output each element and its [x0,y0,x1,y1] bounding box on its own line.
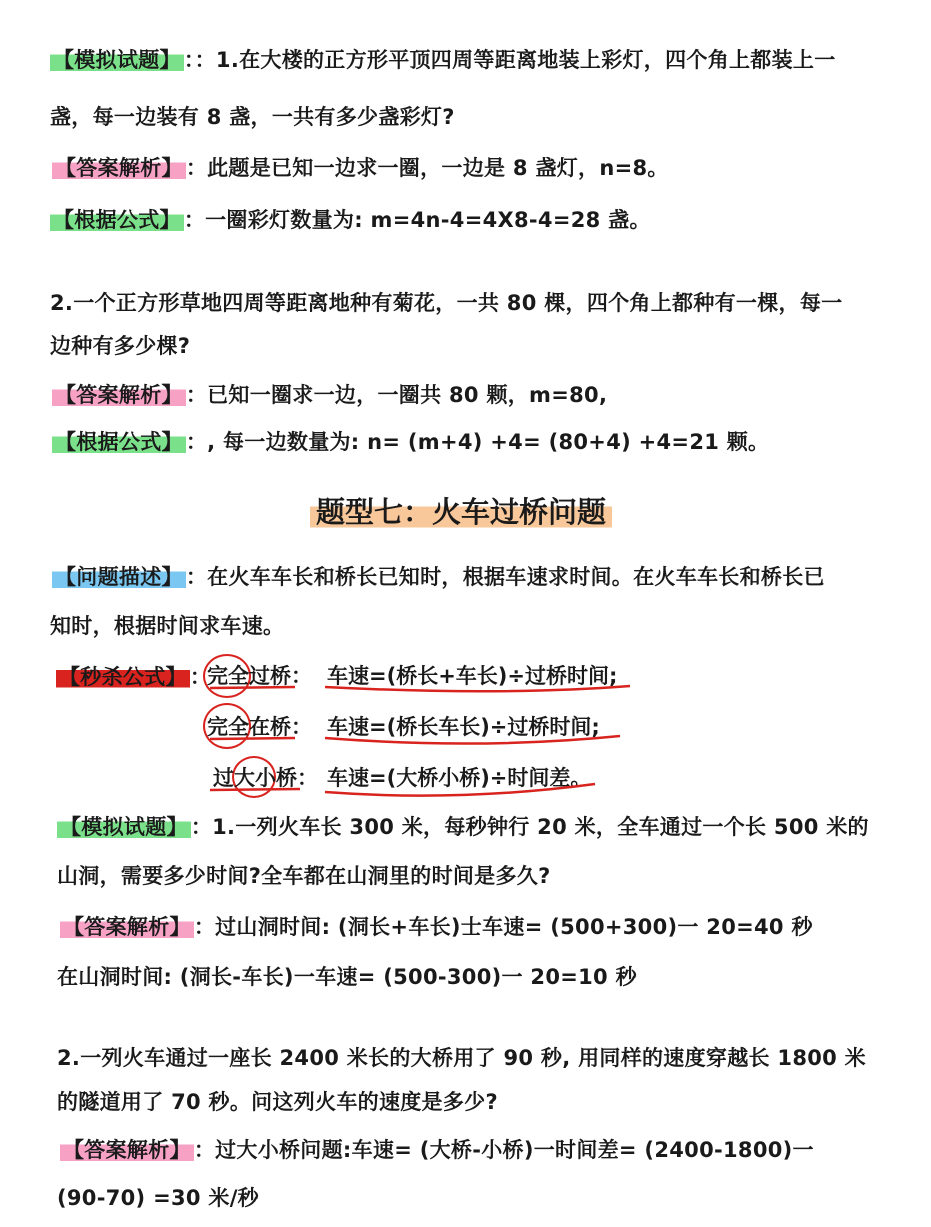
formula-row-label-2: 完全在桥： [207,715,312,739]
question-1-line-1: ：：1.在大楼的正方形平顶四周等距离地装上彩灯，四个角上都装上一 [183,48,836,72]
formula-2 [52,426,769,456]
question-4-line-1: 2.一列火车通过一座长 2400 米长的大桥用了 90 秒, 用同样的速度穿越长 1800 米 [57,1046,866,1070]
description-line-1: ：在火车车长和桥长已知时，根据车速求时间。在火车车长和桥长已 [185,565,825,589]
tag-quick-formula: 【秒杀公式】 [56,661,190,691]
answer-4 [60,1134,814,1164]
formula-row-label-3: 过大小桥： [213,766,318,790]
formula-2-text: ：, 每一边数量为: n= (m+4) +4= (80+4) +4=21 颗。 [185,430,770,454]
tag-answer: 【答案解析】 [60,911,194,941]
tag-answer: 【答案解析】 [60,1134,194,1164]
answer-1 [52,152,669,182]
tag-description: 【问题描述】 [52,561,186,591]
question-2-line-2: 边种有多少棵? [50,334,191,358]
formula-row-body-2: 车速=(桥长车长)÷过桥时间; [327,715,600,739]
question-3-line-1: ：1.一列火车长 300 米，每秒钟行 20 米，全车通过一个长 500 米的 [190,815,869,839]
tag-mock-exam: 【模拟试题】 [50,44,184,74]
answer-2-text: ：已知一圈求一边，一圈共 80 颗，m=80, [185,383,608,407]
description-line-2: 知时，根据时间求车速。 [50,614,285,638]
answer-3 [60,911,813,941]
answer-4-line-1: ：过大小桥问题:车速= (大桥-小桥)一时间差= (2400-1800)一 [193,1138,814,1162]
formula-colon: ： [189,665,212,689]
tag-answer: 【答案解析】 [52,152,186,182]
answer-2 [52,379,607,409]
tag-formula: 【根据公式】 [52,426,186,456]
problem-description [52,561,825,591]
answer-3-line-2: 在山洞时间: (洞长-车长)一车速= (500-300)一 20=10 秒 [57,965,637,989]
question-4-line-2: 的隧道用了 70 秒。问这列火车的速度是多少? [57,1090,498,1114]
tag-formula: 【根据公式】 [50,204,184,234]
formula-row-body-3: 车速=(大桥小桥)÷时间差。 [327,766,592,790]
formula-1-text: ：一圈彩灯数量为: m=4n-4=4X8-4=28 盏。 [183,208,651,232]
question-3 [57,811,869,841]
tag-mock-exam: 【模拟试题】 [57,811,191,841]
tag-answer: 【答案解析】 [52,379,186,409]
quick-formula-header [56,661,211,691]
question-2-line-1: 2.一个正方形草地四周等距离地种有菊花，一共 80 棵，四个角上都种有一棵，每一 [50,291,843,315]
formula-1 [50,204,651,234]
answer-3-line-1: ：过山洞时间: (洞长+车长)士车速= (500+300)一 20=40 秒 [193,915,813,939]
answer-4-line-2: (90-70) =30 米/秒 [57,1186,259,1210]
question-3-line-2: 山洞，需要多少时间?全车都在山洞里的时间是多久? [57,864,551,888]
formula-row-body-1: 车速=(桥长+车长)÷过桥时间; [327,664,618,688]
question-1-line-2: 盏，每一边装有 8 盏，一共有多少盏彩灯? [50,105,455,129]
question-1 [50,44,836,74]
section-title: 题型七：火车过桥问题 [310,490,612,531]
red-underline-marks [200,680,640,800]
answer-1-text: ：此题是已知一边求一圈，一边是 8 盏灯，n=8。 [185,156,669,180]
formula-row-label-1: 完全过桥： [207,664,312,688]
